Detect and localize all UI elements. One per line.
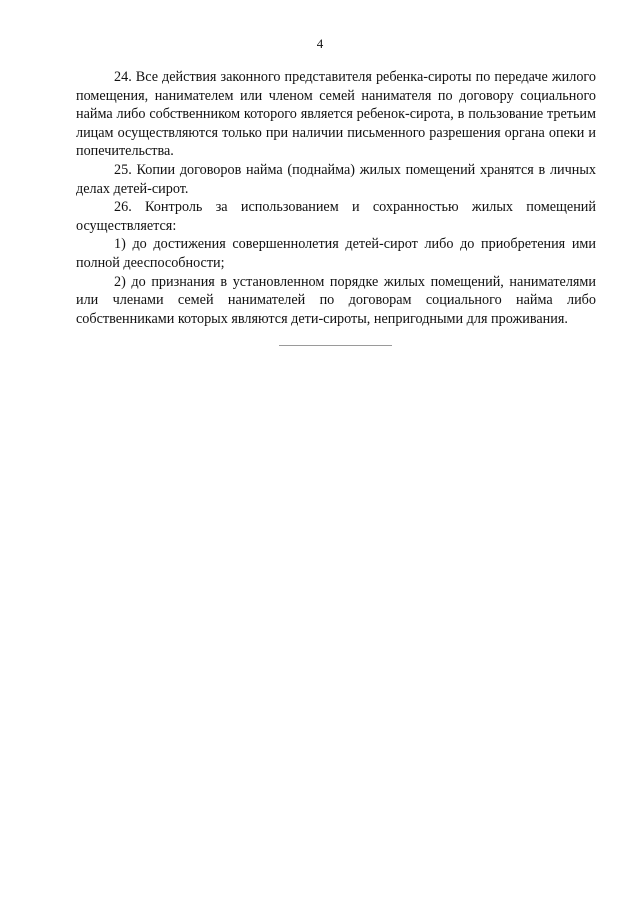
paragraph-26-item-1: 1) до достижения совершеннолетия детей-сирот либо до приобретения ими полной дееспособности; [76, 236, 596, 271]
paragraph-25: 25. Копии договоров найма (поднайма) жилых помещений хранятся в личных делах детей-сирот. [76, 161, 596, 197]
paragraph-24: 24. Все действия законного представителя ребенка-сироты по передаче жилого помещения, нанимателем или членом семей нанимателя по договору социального найма либо собственником которого является ребенок-сирота, в пользование третьим лицам осуществляются только при наличии письменного разрешения органа опеки и попечительства. [76, 69, 596, 160]
end-divider [279, 345, 392, 346]
paragraph-26: 26. Контроль за использованием и сохранностью жилых помещений осуществляется: [76, 199, 596, 234]
document-body [76, 68, 596, 328]
page-number: 4 [316, 36, 324, 51]
paragraph-26-item-2: 2) до признания в установленном порядке жилых помещений, нанимателями или членами семей нанимателей по договорам социального найма либо собственниками которых являются дети-сироты, непригодными для проживания. [76, 273, 596, 327]
